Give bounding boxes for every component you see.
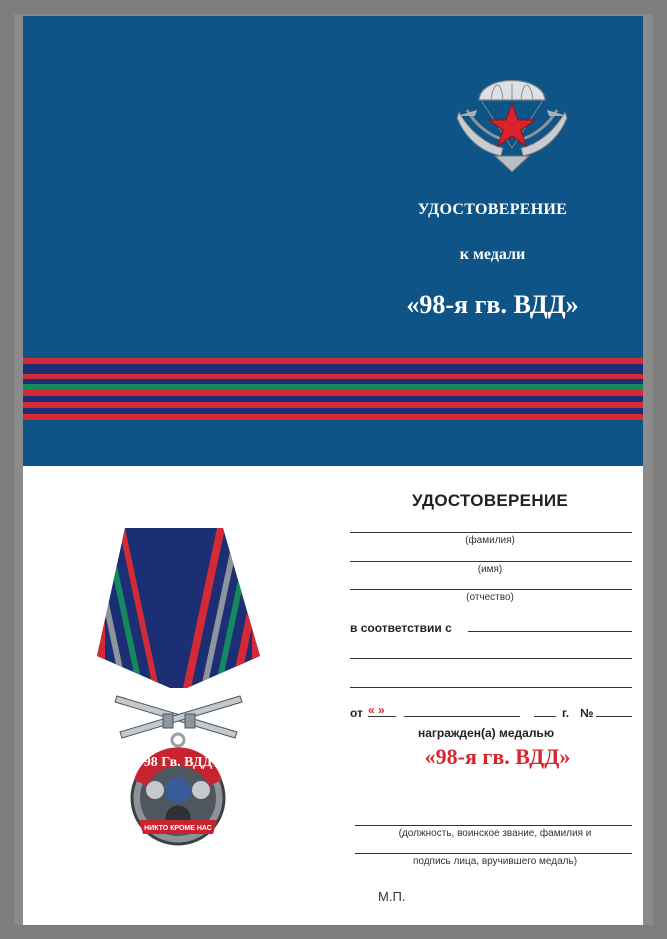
signer-line-2[interactable]	[355, 853, 632, 854]
basis-line[interactable]	[468, 631, 632, 632]
day-line[interactable]	[368, 716, 396, 717]
ribbon-stripes	[23, 358, 643, 434]
basis-line-2[interactable]	[350, 658, 632, 659]
name-caption: (имя)	[477, 564, 503, 575]
certificate-title: УДОСТОВЕРЕНИЕ	[411, 491, 569, 510]
month-line[interactable]	[404, 716, 520, 717]
cover-title: УДОСТОВЕРЕНИЕ	[417, 201, 568, 218]
medal-98-gv-vdd-icon	[97, 528, 260, 846]
cover-subtitle: к медали	[459, 246, 526, 263]
patronymic-caption: (отчество)	[466, 592, 514, 603]
surname-caption: (фамилия)	[465, 535, 515, 546]
award-medal-name: «98-я гв. ВДД»	[424, 744, 571, 769]
name-line[interactable]	[350, 561, 632, 562]
medal-motto: НИКТО КРОМЕ НАС	[144, 825, 212, 832]
date-quotes: « »	[368, 703, 385, 717]
surname-line[interactable]	[350, 532, 632, 533]
date-from-label: от	[350, 706, 363, 720]
signer-line-1[interactable]	[355, 825, 632, 826]
signer-caption-1: (должность, воинское звание, фамилия и	[398, 828, 592, 839]
signer-caption-2: подпись лица, вручившего медаль)	[412, 856, 578, 867]
year-line[interactable]	[534, 716, 556, 717]
medal-ring-text: 98 Гв. ВДД	[143, 755, 213, 770]
number-label: №	[580, 706, 594, 720]
basis-line-3[interactable]	[350, 687, 632, 688]
stamp-label: М.П.	[378, 889, 406, 904]
number-line[interactable]	[596, 716, 632, 717]
year-label: г.	[562, 706, 570, 720]
paratroopers-emblem-icon	[451, 60, 573, 180]
cover-medal-name: «98-я гв. ВДД»	[406, 290, 579, 319]
awarded-label: награжден(а) медалью	[418, 726, 555, 740]
patronymic-line[interactable]	[350, 589, 632, 590]
in-accordance-label: в соответствии с	[350, 621, 452, 635]
certificate-cover	[23, 16, 643, 466]
